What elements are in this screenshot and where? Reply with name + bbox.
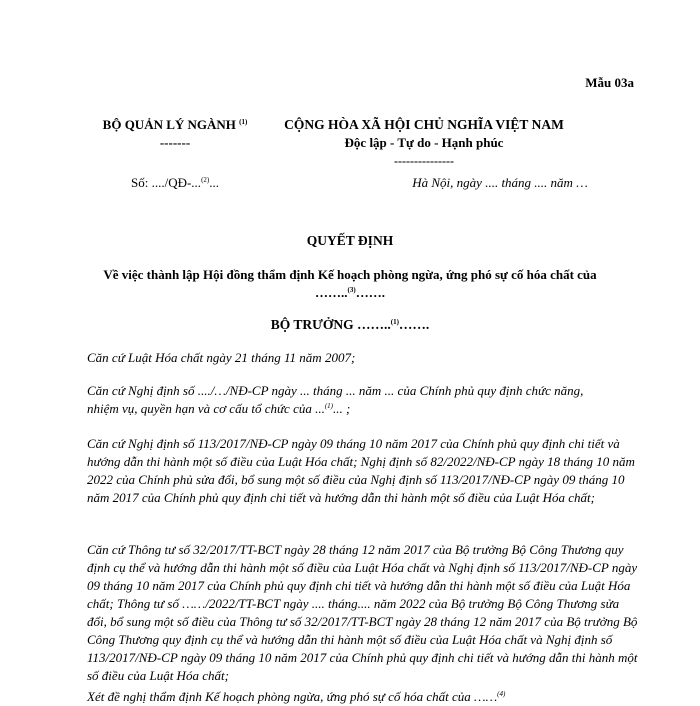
national-header: [284, 116, 564, 170]
basis-paragraph-2-line-2: nhiệm vụ, quyền hạn và cơ cấu tổ chức của ...$^{(1)}$... ;: [87, 401, 351, 416]
doc-type-title: QUYẾT ĐỊNH: [306, 233, 394, 248]
form-code: Mẫu 03a: [585, 75, 634, 90]
place-date: Hà Nội, ngày .... tháng .... năm …: [412, 175, 588, 190]
basis-paragraph-3: Căn cứ Nghị định số 113/2017/NĐ-CP ngày 09 tháng 10 năm 2017 của Chính phủ quy định chi tiết và hướng dẫn thi hành một số điều của Luật Hóa chất; Nghị định số 82/2022/NĐ-CP ngày 18 tháng 10 năm 2022 của Chính phủ sửa đổi, bổ sung một số điều của Nghị định số 113/2017/NĐ-CP ngày 09 tháng 10 năm 2017 của Chính phủ quy định chi tiết và hướng dẫn thi hành một số điều của Luật Hóa chất;: [87, 436, 635, 505]
national-underline: ---------------: [394, 154, 454, 168]
basis-paragraph-2: [87, 382, 639, 418]
agency-block: [75, 116, 275, 152]
document-number: Số: ..../QĐ-...$^{(2)}$...: [131, 175, 219, 190]
subject-line-2: ……..$^{(3)}$…….: [315, 285, 385, 300]
consideration-paragraph: Xét đề nghị thẩm định Kế hoạch phòng ngừa, ứng phó sự cố hóa chất của ……$^{(4)}$: [87, 689, 506, 704]
agency-underline: -------: [159, 135, 191, 150]
authority-heading: BỘ TRƯỞNG ……..$^{(1)}$…….: [270, 317, 430, 332]
subject: [0, 266, 700, 302]
basis-paragraph-4: Căn cứ Thông tư số 32/2017/TT-BCT ngày 28 tháng 12 năm 2017 của Bộ trưởng Bộ Công Thương quy định cụ thể và hướng dẫn thi hành một số điều của Luật Hóa chất và Nghị định số 113/2017/NĐ-CP ngày 09 tháng 10 năm 2017 của Chính phủ quy định chi tiết và hướng dẫn thi hành một số điều của Luật Hóa chất; Thông tư số ……/2022/TT-BCT ngày .... tháng.... năm 2022 của Bộ trưởng Bộ Công Thương sửa đổi, bổ sung một số điều của Thông tư số 32/2017/TT-BCT ngày 28 tháng 12 năm 2017 của Bộ trưởng Bộ Công Thương quy định cụ thể và hướng dẫn thi hành một số điều của Luật Hóa chất và Nghị định số 113/2017/NĐ-CP ngày 09 tháng 10 năm 2017 của Chính phủ quy định chi tiết và hướng dẫn thi hành một số điều của Luật Hóa chất;: [87, 542, 638, 683]
national-motto: Độc lập - Tự do - Hạnh phúc: [344, 135, 504, 150]
agency-name: BỘ QUẢN LÝ NGÀNH $^{(1)}$: [102, 117, 248, 132]
national-title: CỘNG HÒA XÃ HỘI CHỦ NGHĨA VIỆT NAM: [284, 117, 564, 132]
basis-paragraph-2-line-1: Căn cứ Nghị định số ..../…/NĐ-CP ngày ... tháng ... năm ... của Chính phủ quy định chức năng,: [87, 383, 584, 398]
subject-line-1: Về việc thành lập Hội đồng thẩm định Kế hoạch phòng ngừa, ứng phó sự cố hóa chất của: [103, 267, 597, 282]
basis-paragraph-1: Căn cứ Luật Hóa chất ngày 21 tháng 11 năm 2007;: [87, 350, 356, 365]
